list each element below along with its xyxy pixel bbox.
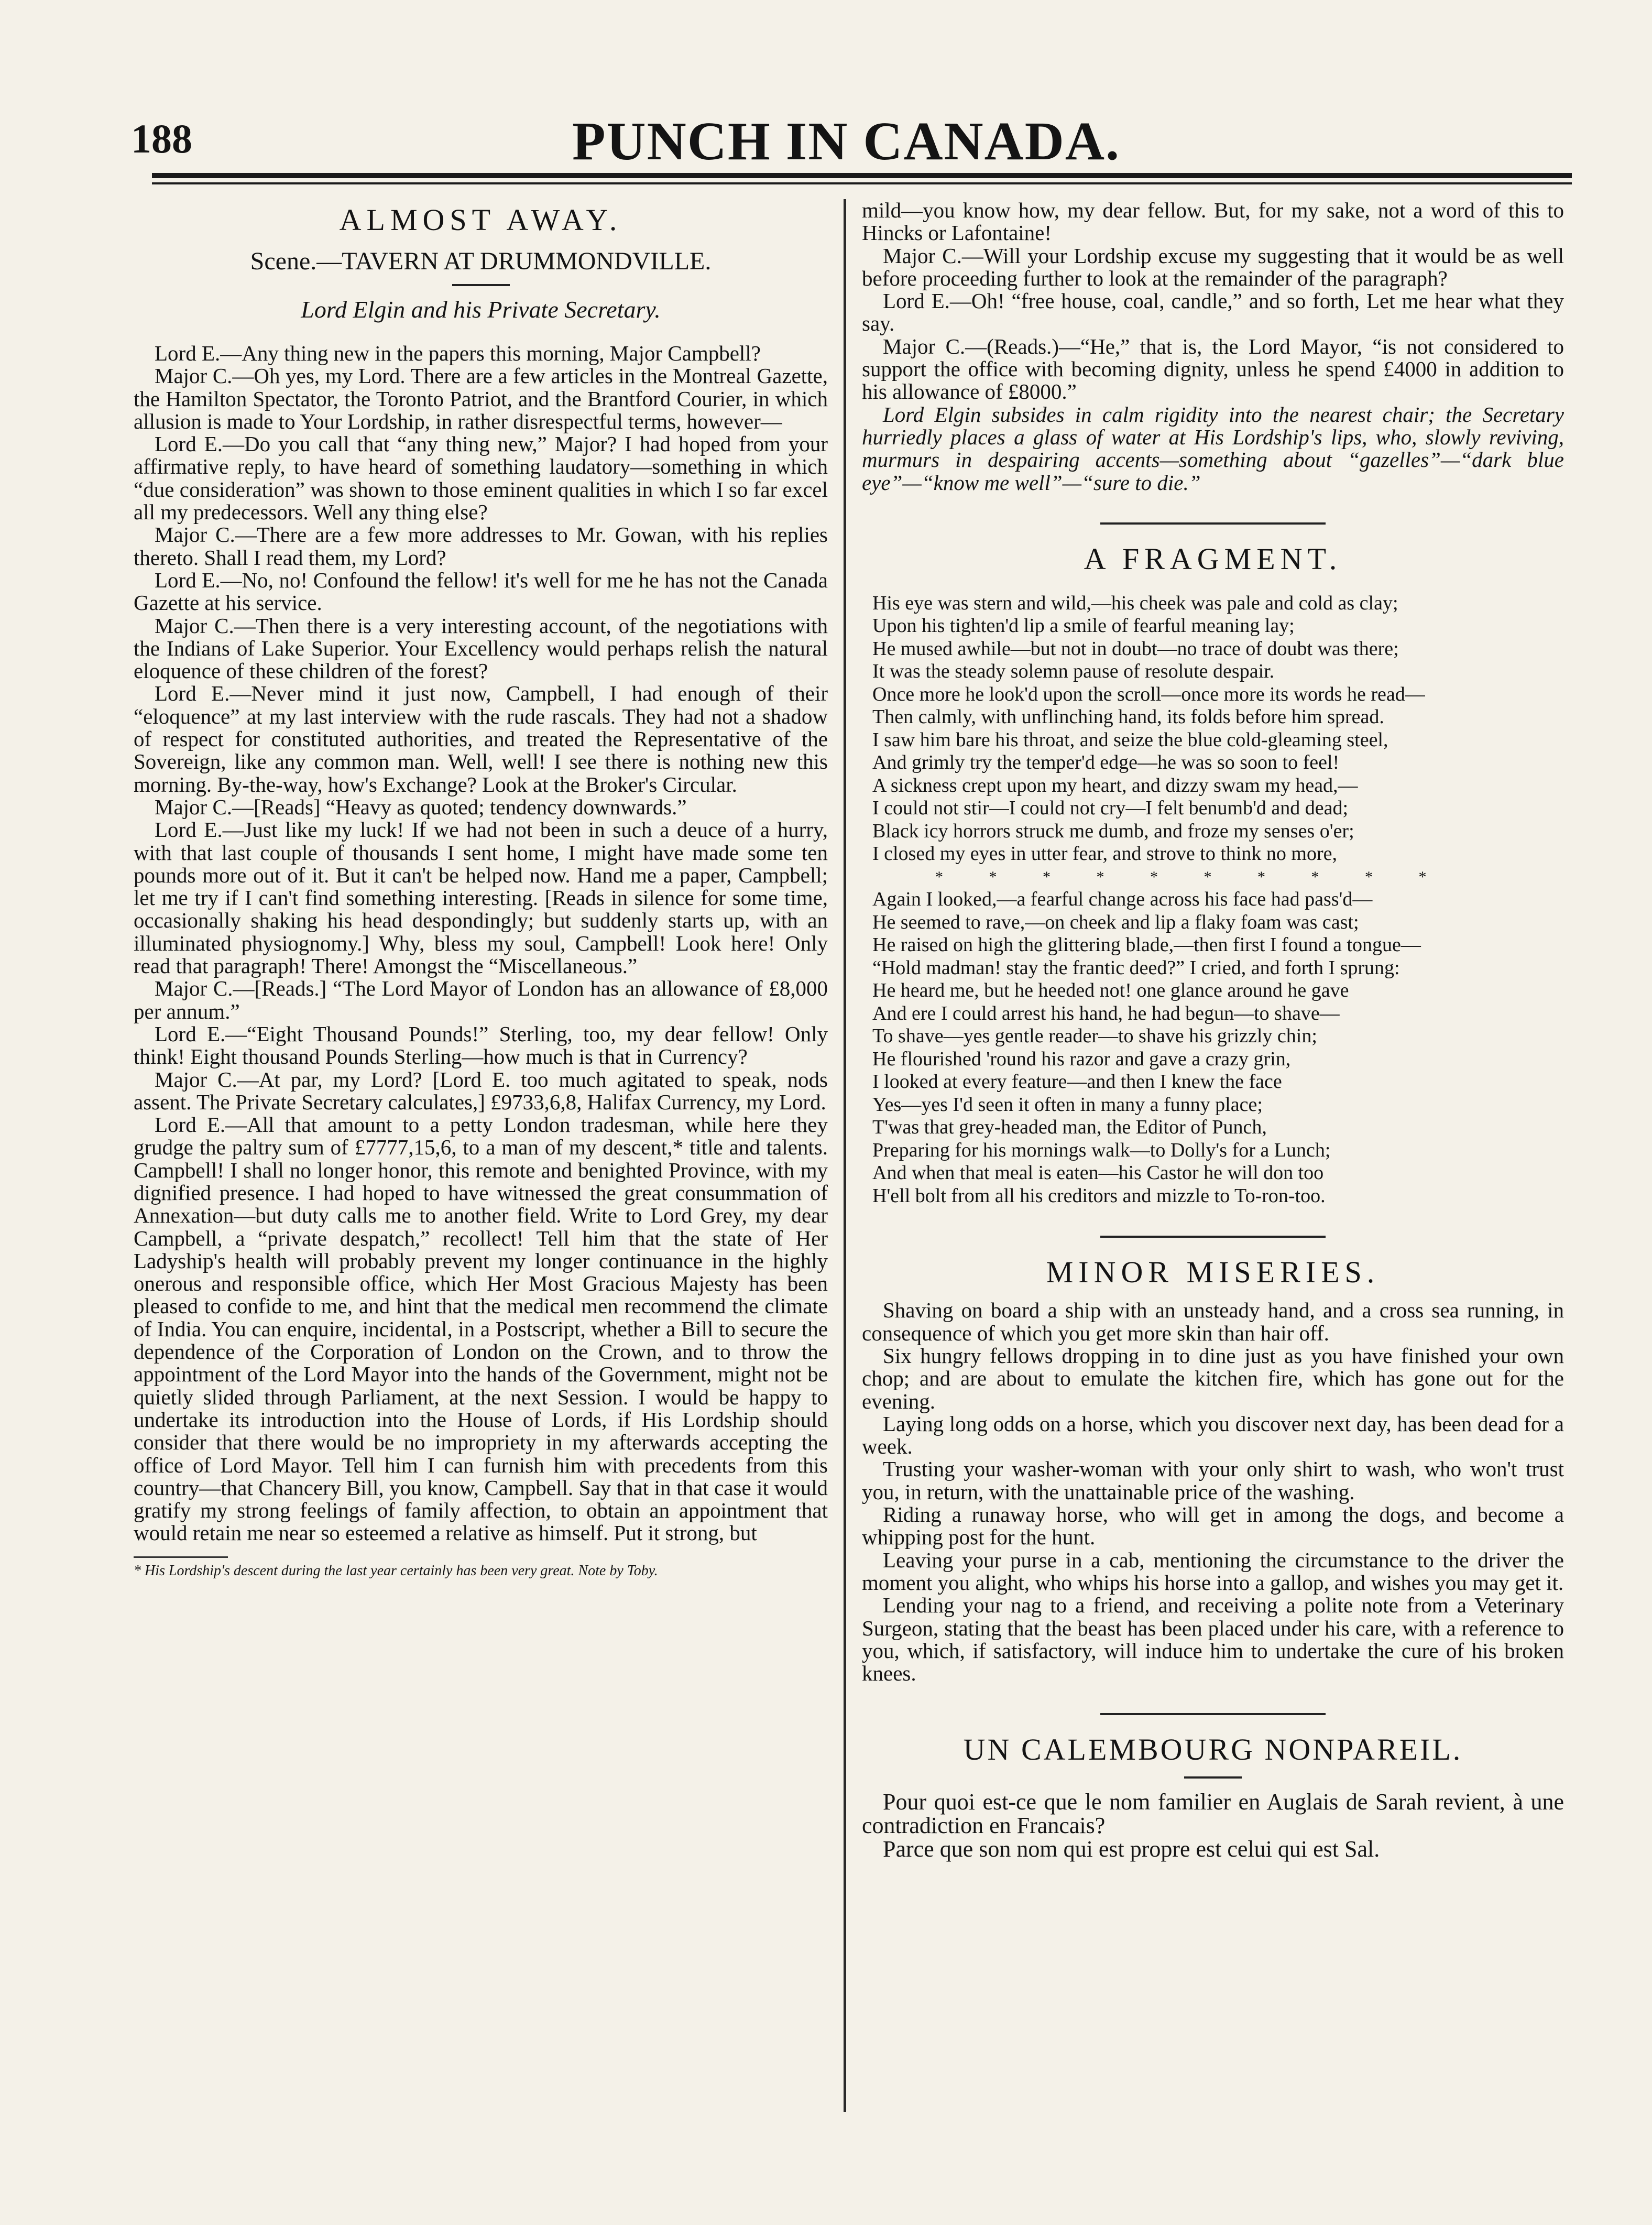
running-title: PUNCH IN CANADA. <box>572 111 1120 171</box>
poem-line: He flourished 'round his razor and gave a crazy grin, <box>872 1048 1291 1070</box>
dialogue-paragraph: Major C.—[Reads] “Heavy as quoted; tendency downwards.” <box>155 794 687 819</box>
poem-line: He mused awhile—but not in doubt—no trace of doubt was there; <box>872 637 1399 660</box>
poem-line: He seemed to rave,—on cheek and lip a flaky foam was cast; <box>872 911 1359 933</box>
dialogue-paragraph: Lord E.—“Eight Thousand Pounds!” Sterling, too, my dear fellow! Only think! Eight thousand Pounds Sterling—how much is that in Currency? <box>134 1021 828 1069</box>
dialogue-paragraph: Major C.—There are a few more addresses to Mr. Gowan, with his replies thereto. Shall I read them, my Lord? <box>134 522 828 570</box>
dialogue-paragraph: mild—you know how, my dear fellow. But, for my sake, not a word of this to Hincks or Lafontaine! <box>862 198 1564 245</box>
poem-line: Once more he look'd upon the scroll—once more its words he read— <box>872 683 1425 705</box>
page-number: 188 <box>131 116 192 161</box>
calembourg-title: UN CALEMBOURG NONPAREIL. <box>963 1732 1463 1767</box>
asterism: * * * * * * * * * * <box>935 868 1448 886</box>
misery-item: Leaving your purse in a cab, mentioning the circumstance to the driver the moment you alight, who whips his horse into a gallop, and wishes you may get it. <box>862 1547 1564 1595</box>
poem-line: A sickness crept upon my heart, and dizzy swam my head,— <box>872 774 1358 797</box>
dialogue-paragraph: Major C.—[Reads.] “The Lord Mayor of London has an allowance of £8,000 per annum.” <box>134 976 828 1023</box>
section-rule <box>1100 522 1326 525</box>
misery-item: Laying long odds on a horse, which you discover next day, has been dead for a week. <box>862 1411 1564 1459</box>
poem-line: I saw him bare his throat, and seize the blue cold-gleaming steel, <box>872 728 1388 751</box>
short-rule <box>1184 1776 1242 1779</box>
poem-line: Yes—yes I'd seen it often in many a funny place; <box>872 1093 1263 1116</box>
personae: Lord Elgin and his Private Secretary. <box>301 296 661 323</box>
misery-item: Six hungry fellows dropping in to dine just as you have finished your own chop; and are about to emulate the kitchen fire, which has gone out for the evening. <box>862 1343 1564 1413</box>
dialogue-paragraph: Lord E.—Any thing new in the papers this morning, Major Campbell? <box>155 341 761 365</box>
poem-line: Black icy horrors struck me dumb, and froze my senses o'er; <box>872 820 1354 842</box>
poem-line: I could not stir—I could not cry—I felt benumb'd and dead; <box>872 797 1349 820</box>
article-title: ALMOST AWAY. <box>339 203 622 237</box>
poem-line: I closed my eyes in utter fear, and strove to think no more, <box>872 843 1338 865</box>
poem-line: He heard me, but he heeded not! one glance around he gave <box>872 979 1349 1002</box>
poem-line: “Hold madman! stay the frantic deed?” I cried, and forth I sprung: <box>872 956 1400 979</box>
dialogue-paragraph: Lord E.—Oh! “free house, coal, candle,” and so forth, Let me hear what they say. <box>862 289 1564 336</box>
right-column <box>862 199 1564 1861</box>
poem-line: Then calmly, with unflinching hand, its folds before him spread. <box>872 706 1384 728</box>
poem-line: And when that meal is eaten—his Castor he will don too <box>872 1162 1324 1184</box>
dialogue-paragraph: Major C.—At par, my Lord? [Lord E. too much agitated to speak, nods assent. The Private Secretary calculates,] £9733,6,8, Halifax Currency, my Lord. <box>134 1067 828 1114</box>
poem-line: I looked at every feature—and then I knew the face <box>872 1071 1282 1093</box>
misery-item: Lending your nag to a friend, and receiving a polite note from a Veterinary Surgeon, stating that the beast has been placed under his care, with a reference to you, which, if satisfactory, will induce him to undertake the cure of his broken knees. <box>862 1593 1564 1686</box>
misery-item: Riding a runaway horse, who will get in among the dogs, and become a whipping post for the hunt. <box>862 1502 1564 1550</box>
dialogue-paragraph: Lord E.—Do you call that “any thing new,” Major? I had hoped from your affirmative reply, to have heard of something laudatory—something in which “due consideration” was shown to those eminent qualities in which I so far excel all my predecessors. Well any thing else? <box>134 432 828 525</box>
section-rule <box>1100 1236 1326 1238</box>
poem-line: And grimly try the temper'd edge—he was so soon to feel! <box>872 751 1340 774</box>
left-column <box>134 199 828 1580</box>
dialogue-paragraph: Major C.—Then there is a very interesting account, of the negotiations with the Indians of Lake Superior. Your Excellency would perhaps relish the natural eloquence of these children of the forest? <box>134 613 828 683</box>
poem-line: To shave—yes gentle reader—to shave his grizzly chin; <box>872 1025 1317 1048</box>
poem-line: And ere I could arrest his hand, he had begun—to shave— <box>872 1002 1340 1024</box>
dialogue-paragraph: Lord E.—Never mind it just now, Campbell, I had enough of their “eloquence” at my last interview with the rude rascals. They had not a shadow of respect for constituted authorities, and treated the Representative of the Sovereign, like any common man. Well, well! I see there is nothing new this morning. By-the-way, how's Exchange? Look at the Broker's Circular. <box>134 681 828 797</box>
misery-item: Shaving on board a ship with an unsteady hand, and a cross sea running, in consequence of which you get more skin than hair off. <box>862 1298 1564 1345</box>
poem-line: T'was that grey-headed man, the Editor of Punch, <box>872 1116 1267 1139</box>
short-rule <box>452 284 510 286</box>
poem-line: Preparing for his mornings walk—to Dolly's for a Lunch; <box>872 1139 1331 1161</box>
dialogue-paragraph: Major C.—Will your Lordship excuse my suggesting that it would be as well before proceeding further to look at the remainder of the paragraph? <box>862 243 1564 290</box>
dialogue-paragraph: Lord E.—No, no! Confound the fellow! it's well for me he has not the Canada Gazette at his service. <box>134 568 828 615</box>
dialogue-paragraph: Major C.—(Reads.)—“He,” that is, the Lord Mayor, “is not considered to support the office with becoming dignity, unless he spend £4000 in addition to his allowance of £8000.” <box>862 334 1564 404</box>
poem-line: Upon his tighten'd lip a smile of fearful meaning lay; <box>872 615 1295 637</box>
footnote-rule <box>134 1556 228 1558</box>
poem-line: His eye was stern and wild,—his cheek was pale and cold as clay; <box>872 592 1398 614</box>
calembourg-question: Pour quoi est-ce que le nom familier en Auglais de Sarah revient, à une contradiction en Francais? <box>862 1789 1564 1839</box>
header-rule <box>152 173 1572 178</box>
column-divider <box>844 199 846 2112</box>
fragment-title: A FRAGMENT. <box>1084 541 1342 576</box>
poem-line: He raised on high the glittering blade,—then first I found a tongue— <box>872 934 1421 956</box>
misery-item: Trusting your washer-woman with your only shirt to wash, who won't trust you, in return, with the unattainable price of the washing. <box>862 1457 1564 1504</box>
footnote: * His Lordship's descent during the last year certainly has been very great. Note by Toby. <box>134 1562 658 1579</box>
dialogue-paragraph: Lord E.—All that amount to a petty London tradesman, while here they grudge the paltry sum of £7777,15,6, to a man of my descent,* title and talents. Campbell! I shall no longer honor, this remote and benighted Province, with my dignified presence. I had hoped to have witnessed the great consummation of Annexation—but duty calls me to another field. Write to Lord Grey, my dear Campbell, a “private despatch,” recollect! Tell him that the state of Her Ladyship's health will probably prevent my longer continuance in the highly onerous and responsible office, which Her Most Gracious Majesty has been pleased to confide to me, and hint that the medical men recommend the climate of India. You can enquire, incidental, in a Postscript, whether a Bill to secure the dependence of the Corporation of London on the Crown, and to throw the appointment of the Lord Mayor into the hands of the Government, might not be quietly slided through Parliament, at the next Session. I would be happy to undertake its introduction into the House of Lords, if His Lordship should consider that there would be no impropriety in my afterwards accepting the office of Lord Mayor. Tell him I can furnish him with precedents from this country—that Chancery Bill, you know, Campbell. Say that in that case it would gratify my strong feelings of family affection, to obtain an appointment that would retain me near so esteemed a relative as himself. Put it strong, but <box>134 1112 828 1545</box>
minor-miseries-title: MINOR MISERIES. <box>1046 1255 1380 1290</box>
dialogue-paragraph: Major C.—Oh yes, my Lord. There are a few articles in the Montreal Gazette, the Hamilton Spectator, the Toronto Patriot, and the Brantford Courier, in which allusion is made to Your Lordship, in rather disrespectful terms, however— <box>134 364 828 433</box>
page-header <box>121 110 1572 173</box>
calembourg-answer: Parce que son nom qui est propre est celui qui est Sal. <box>883 1836 1380 1862</box>
section-rule <box>1100 1713 1326 1715</box>
stage-direction: Lord Elgin subsides in calm rigidity into the nearest chair; the Secretary hurriedly places a glass of water at His Lordship's lips, who, slowly reviving, murmurs in despairing accents—something about “gazelles”—“dark blue eye”—“know me well”—“sure to die.” <box>862 402 1564 495</box>
poem-line: H'ell bolt from all his creditors and mizzle to To-ron-too. <box>872 1184 1326 1207</box>
dialogue-paragraph: Lord E.—Just like my luck! If we had not been in such a deuce of a hurry, with that last couple of thousands I sent home, I might have made some ten pounds more out of it. But it can't be helped now. Hand me a paper, Campbell; let me try if I can't find something interesting. [Reads in silence for some time, occasionally shaking his head despondingly; but suddenly starts up, with an illuminated physiognomy.] Why, bless my soul, Campbell! Look here! Only read that paragraph! There! Amongst the “Miscellaneous.” <box>134 817 828 978</box>
poem-line: Again I looked,—a fearful change across his face had pass'd— <box>872 888 1373 911</box>
fragment-poem <box>872 592 1564 1208</box>
header-rule-thin <box>152 182 1572 184</box>
scene-heading: Scene.—TAVERN AT DRUMMONDVILLE. <box>250 247 712 275</box>
poem-line: It was the steady solemn pause of resolute despair. <box>872 660 1275 683</box>
